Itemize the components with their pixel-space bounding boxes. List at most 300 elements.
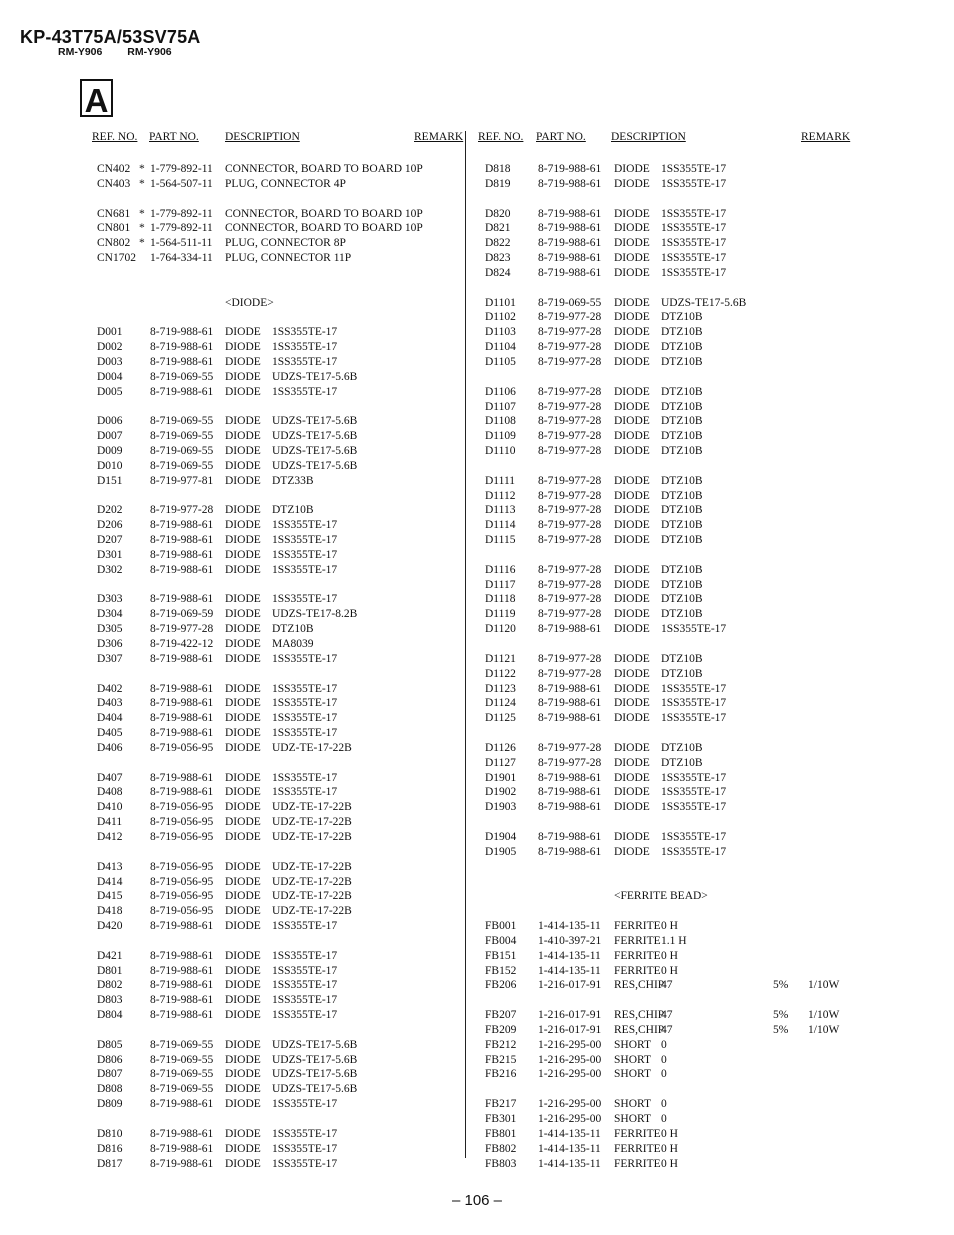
part-row bbox=[97, 919, 462, 934]
ref-no: D305 bbox=[97, 623, 123, 636]
part-no: 8-719-977-28 bbox=[538, 326, 602, 339]
tolerance: 5% bbox=[773, 979, 789, 992]
description: DIODE bbox=[225, 830, 261, 843]
part-no: 8-719-988-61 bbox=[538, 237, 602, 250]
section-heading-text: <DIODE> bbox=[225, 296, 274, 309]
part-no: 8-719-056-95 bbox=[150, 816, 214, 829]
right-header-remark: REMARK bbox=[801, 131, 851, 143]
part-no: 1-216-295-00 bbox=[538, 1098, 602, 1111]
part-row bbox=[485, 444, 905, 459]
safety-mark: * bbox=[139, 207, 145, 220]
part-no: 8-719-988-61 bbox=[150, 326, 214, 339]
part-row bbox=[485, 1097, 905, 1112]
part-no: 8-719-977-28 bbox=[538, 341, 602, 354]
part-row bbox=[485, 355, 905, 370]
part-no: 1-564-507-11 bbox=[150, 177, 213, 190]
part-no: 8-719-977-28 bbox=[538, 415, 602, 428]
description: DIODE bbox=[225, 1009, 261, 1022]
description: DIODE bbox=[225, 1157, 261, 1170]
description: FERRITE bbox=[614, 964, 661, 977]
description: FERRITE bbox=[614, 920, 661, 933]
value: UDZS-TE17-5.6B bbox=[661, 296, 747, 309]
ref-no: D420 bbox=[97, 920, 123, 933]
part-row bbox=[485, 207, 905, 222]
safety-mark: * bbox=[139, 237, 145, 250]
part-row bbox=[485, 1142, 905, 1157]
list-spacer bbox=[485, 875, 905, 890]
value: 1SS355TE-17 bbox=[272, 1142, 338, 1155]
part-row bbox=[97, 1127, 462, 1142]
ref-no: D817 bbox=[97, 1157, 123, 1170]
value: 1SS355TE-17 bbox=[272, 771, 338, 784]
part-no: 8-719-977-28 bbox=[538, 608, 602, 621]
value: 1SS355TE-17 bbox=[272, 1098, 338, 1111]
value: 1SS355TE-17 bbox=[272, 920, 338, 933]
description: DIODE bbox=[614, 266, 650, 279]
part-row bbox=[485, 1008, 905, 1023]
description: DIODE bbox=[225, 370, 261, 383]
value: 1SS355TE-17 bbox=[272, 682, 338, 695]
part-row bbox=[97, 592, 462, 607]
ref-no: D1127 bbox=[485, 756, 516, 769]
section-heading-text: <FERRITE BEAD> bbox=[614, 890, 708, 903]
description: DIODE bbox=[614, 593, 650, 606]
list-spacer bbox=[485, 370, 905, 385]
value: 0 H bbox=[661, 1142, 678, 1155]
value: 0 H bbox=[661, 964, 678, 977]
part-row bbox=[97, 1097, 462, 1112]
description: SHORT bbox=[614, 1068, 652, 1081]
description: DIODE bbox=[225, 741, 261, 754]
ref-no: D410 bbox=[97, 801, 123, 814]
part-row bbox=[97, 875, 462, 890]
part-no: 8-719-988-61 bbox=[538, 207, 602, 220]
ref-no: FB209 bbox=[485, 1023, 517, 1036]
description: DIODE bbox=[225, 727, 261, 740]
description: DIODE bbox=[614, 296, 650, 309]
description: DIODE bbox=[225, 1038, 261, 1051]
value: 1SS355TE-17 bbox=[272, 548, 338, 561]
part-no: 8-719-988-61 bbox=[538, 163, 602, 175]
part-row bbox=[485, 1053, 905, 1068]
ref-no: D809 bbox=[97, 1098, 123, 1111]
value: 1SS355TE-17 bbox=[661, 786, 727, 799]
value: 1SS355TE-17 bbox=[661, 163, 727, 175]
value: DTZ10B bbox=[661, 311, 703, 324]
value: UDZS-TE17-5.6B bbox=[272, 1038, 358, 1051]
ref-no: D1122 bbox=[485, 667, 516, 680]
part-row bbox=[97, 949, 462, 964]
description: SHORT bbox=[614, 1053, 652, 1066]
part-row bbox=[485, 1157, 905, 1172]
part-no: 8-719-977-28 bbox=[538, 534, 602, 547]
value: 1SS355TE-17 bbox=[272, 979, 338, 992]
part-row bbox=[485, 177, 905, 192]
value: 1SS355TE-17 bbox=[272, 949, 338, 962]
description: DIODE bbox=[614, 385, 650, 398]
part-row bbox=[485, 756, 905, 771]
part-row bbox=[485, 1127, 905, 1142]
part-no: 8-719-056-95 bbox=[150, 875, 214, 888]
remote-model-1: RM-Y906 bbox=[58, 46, 103, 58]
part-row bbox=[97, 726, 462, 741]
value: DTZ33B bbox=[272, 474, 314, 487]
left-header-part-no: PART NO. bbox=[149, 131, 199, 143]
part-no: 8-719-988-61 bbox=[150, 385, 214, 398]
description: DIODE bbox=[614, 177, 650, 190]
part-row bbox=[97, 904, 462, 919]
ref-no: D1905 bbox=[485, 845, 517, 858]
ref-no: D1105 bbox=[485, 355, 516, 368]
part-no: 1-564-511-11 bbox=[150, 237, 213, 250]
value: DTZ10B bbox=[661, 608, 703, 621]
value: 1SS355TE-17 bbox=[272, 786, 338, 799]
ref-no: CN802 bbox=[97, 237, 131, 250]
description: DIODE bbox=[225, 964, 261, 977]
ref-no: FB801 bbox=[485, 1127, 517, 1140]
description: DIODE bbox=[225, 1142, 261, 1155]
part-row bbox=[97, 518, 462, 533]
part-row bbox=[97, 548, 462, 563]
part-no: 8-719-977-28 bbox=[538, 385, 602, 398]
list-spacer bbox=[485, 281, 905, 296]
part-row bbox=[97, 711, 462, 726]
part-row bbox=[97, 1038, 462, 1053]
part-row bbox=[97, 444, 462, 459]
ref-no: D806 bbox=[97, 1053, 123, 1066]
description: DIODE bbox=[225, 548, 261, 561]
description: DIODE bbox=[225, 801, 261, 814]
part-no: 8-719-988-61 bbox=[538, 177, 602, 190]
value: 1SS355TE-17 bbox=[272, 534, 338, 547]
part-row bbox=[485, 414, 905, 429]
ref-no: D007 bbox=[97, 430, 123, 443]
value: 0 H bbox=[661, 1127, 678, 1140]
description: DIODE bbox=[225, 816, 261, 829]
description: DIODE bbox=[614, 341, 650, 354]
part-row bbox=[97, 340, 462, 355]
description: PLUG, CONNECTOR 4P bbox=[225, 177, 346, 190]
safety-mark: * bbox=[139, 222, 145, 235]
part-row bbox=[485, 474, 905, 489]
part-row bbox=[485, 978, 905, 993]
part-row bbox=[97, 964, 462, 979]
part-no: 8-719-988-61 bbox=[538, 801, 602, 814]
part-no: 8-719-977-28 bbox=[150, 504, 214, 517]
ref-no: D1113 bbox=[485, 504, 516, 517]
part-no: 1-216-295-00 bbox=[538, 1053, 602, 1066]
ref-no: D824 bbox=[485, 266, 511, 279]
value: 0 H bbox=[661, 949, 678, 962]
value: DTZ10B bbox=[661, 593, 703, 606]
ref-no: D206 bbox=[97, 519, 123, 532]
part-row bbox=[485, 607, 905, 622]
ref-no: D415 bbox=[97, 890, 123, 903]
description: DIODE bbox=[225, 445, 261, 458]
value: 1SS355TE-17 bbox=[272, 964, 338, 977]
part-row bbox=[97, 503, 462, 518]
value: DTZ10B bbox=[661, 355, 703, 368]
value: DTZ10B bbox=[661, 578, 703, 591]
description: DIODE bbox=[225, 1053, 261, 1066]
description: DIODE bbox=[614, 578, 650, 591]
part-no: 1-779-892-11 bbox=[150, 207, 213, 220]
value: UDZS-TE17-5.6B bbox=[272, 1053, 358, 1066]
part-no: 1-216-295-00 bbox=[538, 1038, 602, 1051]
ref-no: FB212 bbox=[485, 1038, 517, 1051]
description: DIODE bbox=[225, 771, 261, 784]
part-no: 8-719-977-28 bbox=[538, 756, 602, 769]
value: 1SS355TE-17 bbox=[272, 355, 338, 368]
value: 0 bbox=[661, 1038, 667, 1051]
ref-no: D404 bbox=[97, 712, 123, 725]
list-spacer bbox=[97, 667, 462, 682]
value: 1SS355TE-17 bbox=[661, 712, 727, 725]
description: DIODE bbox=[225, 652, 261, 665]
remote-models bbox=[58, 46, 194, 58]
description: DIODE bbox=[614, 801, 650, 814]
part-row bbox=[485, 1112, 905, 1127]
part-no: 8-719-977-28 bbox=[538, 311, 602, 324]
list-spacer bbox=[97, 266, 462, 281]
part-no: 8-719-422-12 bbox=[150, 638, 214, 650]
ref-no: D804 bbox=[97, 1009, 123, 1022]
ref-no: D818 bbox=[485, 163, 511, 175]
description: DIODE bbox=[225, 341, 261, 354]
description: DIODE bbox=[614, 474, 650, 487]
ref-no: FB301 bbox=[485, 1113, 517, 1125]
description: CONNECTOR, BOARD TO BOARD 10P bbox=[225, 222, 423, 235]
part-row bbox=[485, 949, 905, 964]
description: DIODE bbox=[225, 474, 261, 487]
description: DIODE bbox=[225, 326, 261, 339]
part-row bbox=[485, 385, 905, 400]
part-row bbox=[485, 563, 905, 578]
value: 1SS355TE-17 bbox=[661, 222, 727, 235]
value: 1SS355TE-17 bbox=[272, 593, 338, 606]
value: DTZ10B bbox=[661, 341, 703, 354]
value: 1SS355TE-17 bbox=[661, 252, 727, 265]
part-no: 8-719-977-28 bbox=[538, 593, 602, 606]
part-no: 8-719-988-61 bbox=[538, 682, 602, 695]
value: DTZ10B bbox=[661, 504, 703, 517]
part-no: 8-719-977-28 bbox=[538, 652, 602, 665]
ref-no: D816 bbox=[97, 1142, 123, 1155]
part-no: 8-719-988-61 bbox=[150, 548, 214, 561]
ref-no: D002 bbox=[97, 341, 123, 354]
part-no: 1-414-135-11 bbox=[538, 949, 601, 962]
part-row bbox=[97, 459, 462, 474]
part-row bbox=[97, 355, 462, 370]
ref-no: D421 bbox=[97, 949, 123, 962]
part-no: 8-719-069-55 bbox=[150, 459, 214, 472]
description: DIODE bbox=[614, 415, 650, 428]
list-spacer bbox=[97, 1112, 462, 1127]
value: 1SS355TE-17 bbox=[661, 771, 727, 784]
ref-no: FB216 bbox=[485, 1068, 517, 1081]
list-spacer bbox=[97, 578, 462, 593]
remote-model-2: RM-Y906 bbox=[127, 46, 172, 58]
part-no: 8-719-988-61 bbox=[538, 222, 602, 235]
part-row bbox=[485, 592, 905, 607]
description: FERRITE bbox=[614, 934, 661, 947]
description: DIODE bbox=[225, 638, 261, 650]
part-row bbox=[97, 696, 462, 711]
value: UDZS-TE17-5.6B bbox=[272, 370, 358, 383]
right-header-part-no: PART NO. bbox=[536, 131, 586, 143]
list-spacer bbox=[485, 1082, 905, 1097]
ref-no: D810 bbox=[97, 1127, 123, 1140]
part-no: 8-719-069-55 bbox=[538, 296, 602, 309]
description: SHORT bbox=[614, 1098, 652, 1111]
part-row bbox=[485, 652, 905, 667]
part-no: 8-719-988-61 bbox=[150, 727, 214, 740]
part-no: 1-414-135-11 bbox=[538, 964, 601, 977]
part-row bbox=[97, 682, 462, 697]
section-letter-box: A bbox=[80, 79, 113, 117]
value: DTZ10B bbox=[661, 415, 703, 428]
part-row bbox=[485, 310, 905, 325]
ref-no: FB206 bbox=[485, 979, 517, 992]
ref-no: D202 bbox=[97, 504, 123, 517]
description: DIODE bbox=[225, 860, 261, 873]
ref-no: FB152 bbox=[485, 964, 517, 977]
ref-no: D1107 bbox=[485, 400, 516, 413]
part-row bbox=[97, 800, 462, 815]
part-row bbox=[485, 221, 905, 236]
ref-no: D009 bbox=[97, 445, 123, 458]
value: DTZ10B bbox=[661, 667, 703, 680]
ref-no: D151 bbox=[97, 474, 123, 487]
value: 1SS355TE-17 bbox=[272, 712, 338, 725]
ref-no: D302 bbox=[97, 563, 123, 576]
part-no: 8-719-988-61 bbox=[538, 845, 602, 858]
part-row bbox=[485, 296, 905, 311]
part-row bbox=[485, 845, 905, 860]
part-row bbox=[485, 578, 905, 593]
description: DIODE bbox=[614, 534, 650, 547]
ref-no: D1115 bbox=[485, 534, 516, 547]
part-row bbox=[97, 385, 462, 400]
ref-no: D1106 bbox=[485, 385, 516, 398]
model-title: KP-43T75A/53SV75A bbox=[20, 27, 201, 47]
part-no: 8-719-977-28 bbox=[538, 489, 602, 502]
ref-no: D303 bbox=[97, 593, 123, 606]
ref-no: D1116 bbox=[485, 563, 516, 576]
list-spacer bbox=[485, 459, 905, 474]
ref-no: FB151 bbox=[485, 949, 517, 962]
value: 1SS355TE-17 bbox=[661, 237, 727, 250]
list-spacer bbox=[97, 489, 462, 504]
value: 1SS355TE-17 bbox=[661, 801, 727, 814]
part-no: 8-719-988-61 bbox=[150, 712, 214, 725]
value: 1SS355TE-17 bbox=[661, 266, 727, 279]
description: DIODE bbox=[614, 326, 650, 339]
value: UDZS-TE17-5.6B bbox=[272, 1083, 358, 1096]
part-row bbox=[97, 414, 462, 429]
part-no: 8-719-988-61 bbox=[150, 534, 214, 547]
description: DIODE bbox=[225, 519, 261, 532]
list-spacer bbox=[485, 637, 905, 652]
ref-no: D1117 bbox=[485, 578, 516, 591]
part-row bbox=[97, 889, 462, 904]
description: DIODE bbox=[225, 1068, 261, 1081]
ref-no: D005 bbox=[97, 385, 123, 398]
description: DIODE bbox=[614, 756, 650, 769]
part-no: 8-719-988-61 bbox=[538, 623, 602, 636]
part-row bbox=[485, 251, 905, 266]
part-no: 8-719-056-95 bbox=[150, 905, 214, 918]
wattage: 1/10W bbox=[808, 979, 840, 992]
value: 47 bbox=[661, 979, 673, 992]
description: PLUG, CONNECTOR 8P bbox=[225, 237, 346, 250]
part-no: 8-719-988-61 bbox=[538, 786, 602, 799]
part-no: 8-719-977-28 bbox=[538, 355, 602, 368]
left-parts-list bbox=[97, 162, 462, 1171]
part-no: 1-779-892-11 bbox=[150, 222, 213, 235]
description: DIODE bbox=[225, 430, 261, 443]
ref-no: D004 bbox=[97, 370, 123, 383]
tolerance: 5% bbox=[773, 1009, 789, 1022]
description: DIODE bbox=[614, 741, 650, 754]
value: DTZ10B bbox=[661, 741, 703, 754]
ref-no: D801 bbox=[97, 964, 123, 977]
part-no: 1-779-892-11 bbox=[150, 163, 213, 175]
ref-no: D1102 bbox=[485, 311, 516, 324]
part-row bbox=[97, 1008, 462, 1023]
part-row bbox=[485, 830, 905, 845]
part-no: 1-216-017-91 bbox=[538, 1023, 602, 1036]
ref-no: D411 bbox=[97, 816, 123, 829]
part-no: 1-764-334-11 bbox=[150, 252, 213, 265]
description: RES,CHIP bbox=[614, 1009, 665, 1022]
description: DIODE bbox=[225, 786, 261, 799]
description: FERRITE bbox=[614, 949, 661, 962]
part-no: 8-719-988-61 bbox=[150, 1142, 214, 1155]
description: DIODE bbox=[225, 949, 261, 962]
part-row bbox=[485, 800, 905, 815]
description: DIODE bbox=[614, 355, 650, 368]
value: 0 H bbox=[661, 920, 678, 933]
part-row bbox=[485, 667, 905, 682]
ref-no: FB001 bbox=[485, 920, 517, 933]
description: DIODE bbox=[614, 489, 650, 502]
part-no: 8-719-069-55 bbox=[150, 1083, 214, 1096]
wattage: 1/10W bbox=[808, 1009, 840, 1022]
part-row bbox=[485, 696, 905, 711]
description: DIODE bbox=[225, 979, 261, 992]
part-no: 8-719-988-61 bbox=[150, 593, 214, 606]
ref-no: D412 bbox=[97, 830, 123, 843]
part-row bbox=[97, 652, 462, 667]
ref-no: D1125 bbox=[485, 712, 516, 725]
description: DIODE bbox=[225, 1127, 261, 1140]
value: DTZ10B bbox=[661, 489, 703, 502]
description: DIODE bbox=[225, 415, 261, 428]
part-row bbox=[485, 1038, 905, 1053]
list-spacer bbox=[97, 400, 462, 415]
value: UDZ-TE-17-22B bbox=[272, 890, 352, 903]
part-row bbox=[97, 860, 462, 875]
list-spacer bbox=[97, 756, 462, 771]
column-divider bbox=[465, 131, 466, 1158]
part-no: 8-719-069-55 bbox=[150, 430, 214, 443]
value: 1SS355TE-17 bbox=[272, 652, 338, 665]
value: DTZ10B bbox=[661, 519, 703, 532]
list-spacer bbox=[97, 192, 462, 207]
right-parts-list bbox=[485, 162, 905, 1171]
ref-no: D1112 bbox=[485, 489, 516, 502]
